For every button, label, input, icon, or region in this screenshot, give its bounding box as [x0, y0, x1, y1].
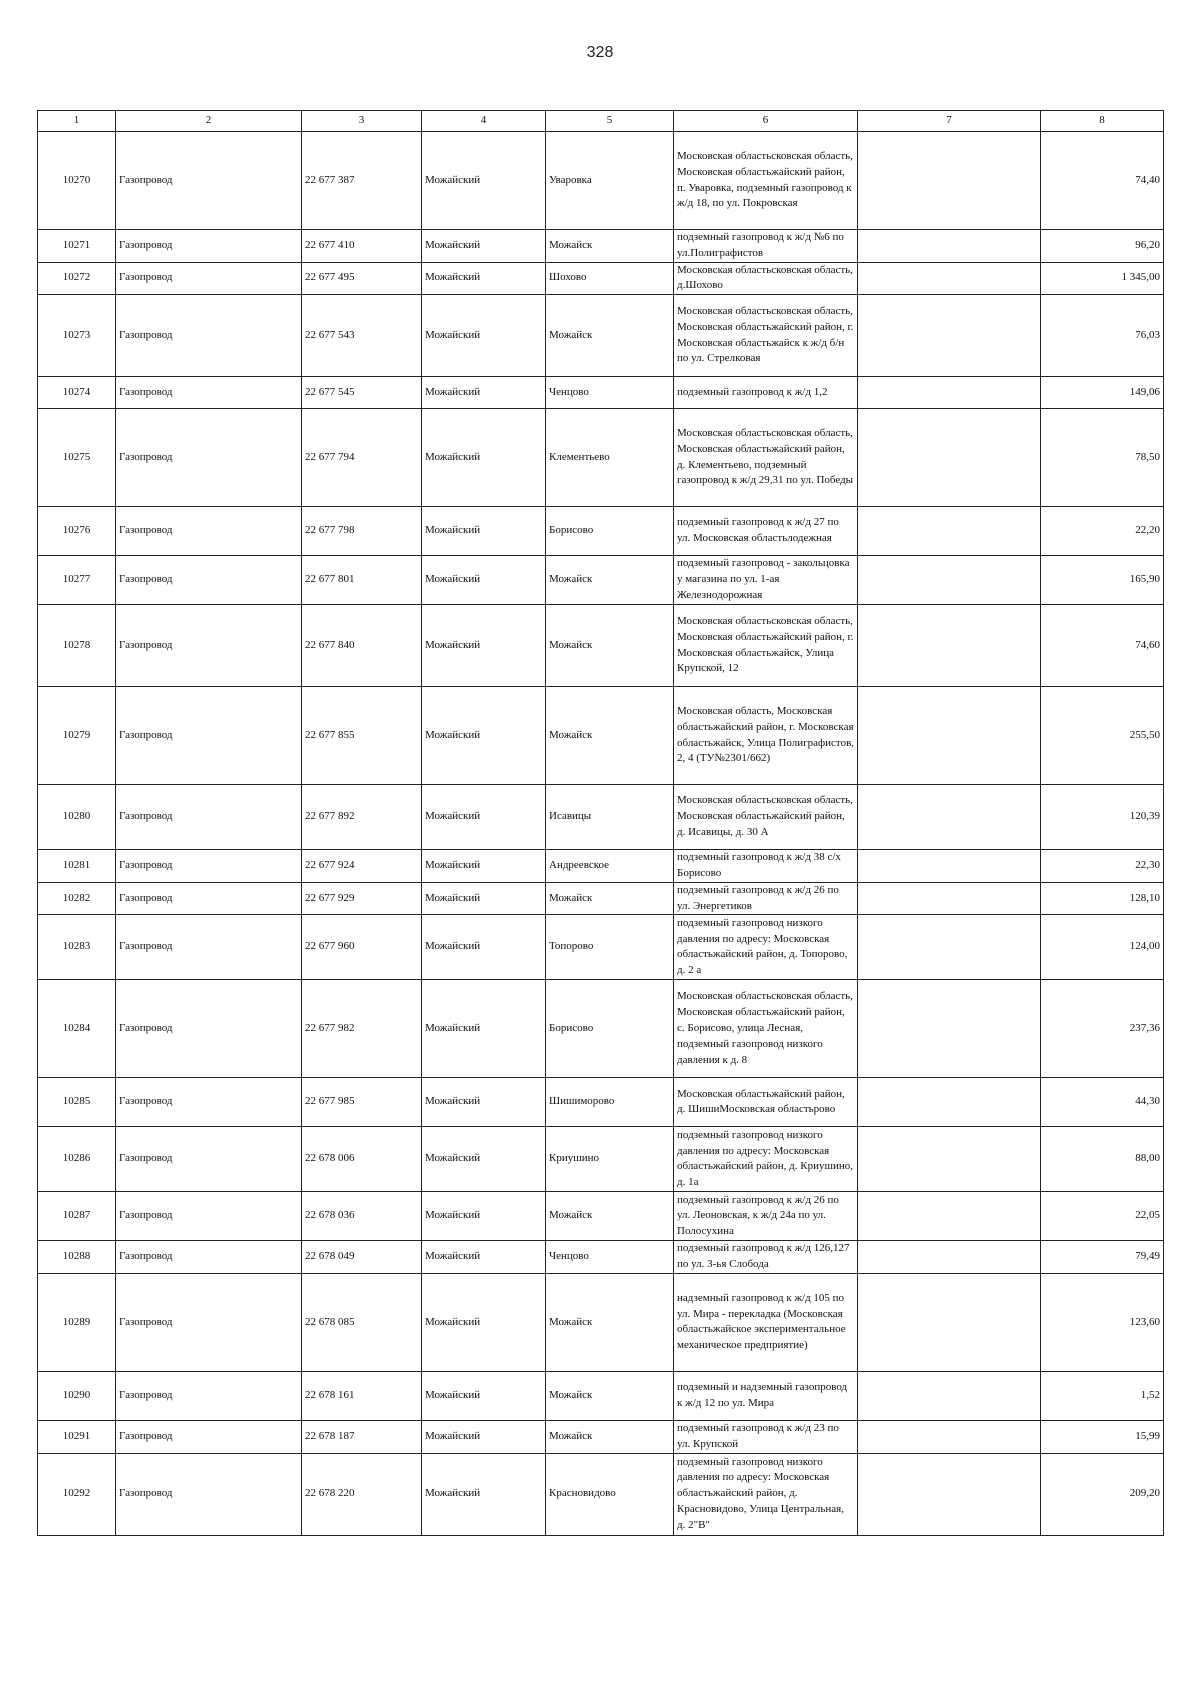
object-address: подземный газопровод - закольцовка у магазина по ул. 1-ая Железнодорожная — [674, 556, 858, 605]
empty-cell — [858, 850, 1041, 883]
table-row — [38, 507, 1164, 556]
object-value: 1,52 — [1041, 1371, 1164, 1420]
district-name: Можайский — [422, 1241, 546, 1274]
locality-name: Борисово — [546, 507, 674, 556]
row-number: 10285 — [38, 1078, 116, 1127]
district-name: Можайский — [422, 262, 546, 295]
object-address: Московская областьсковская область, Московская областьжайский район, г. Московская областьжайск, Улица Крупской, 12 — [674, 605, 858, 687]
object-value: 128,10 — [1041, 882, 1164, 915]
row-number: 10271 — [38, 230, 116, 263]
object-type: Газопровод — [116, 1273, 302, 1371]
row-number: 10279 — [38, 687, 116, 785]
district-name: Можайский — [422, 1078, 546, 1127]
registry-table — [37, 110, 1164, 1536]
row-number: 10276 — [38, 507, 116, 556]
table-row — [38, 785, 1164, 850]
column-header: 3 — [302, 111, 422, 132]
district-name: Можайский — [422, 1371, 546, 1420]
table-row — [38, 915, 1164, 980]
row-number: 10281 — [38, 850, 116, 883]
district-name: Можайский — [422, 230, 546, 263]
object-address: подземный газопровод к ж/д 23 по ул. Крупской — [674, 1420, 858, 1453]
empty-cell — [858, 687, 1041, 785]
object-type: Газопровод — [116, 850, 302, 883]
object-type: Газопровод — [116, 1241, 302, 1274]
table-row — [38, 605, 1164, 687]
locality-name: Клементьево — [546, 409, 674, 507]
object-address: подземный газопровод к ж/д 126,127 по ул. 3-ья Слобода — [674, 1241, 858, 1274]
empty-cell — [858, 295, 1041, 377]
object-type: Газопровод — [116, 687, 302, 785]
object-type: Газопровод — [116, 785, 302, 850]
object-type: Газопровод — [116, 556, 302, 605]
empty-cell — [858, 507, 1041, 556]
object-value: 44,30 — [1041, 1078, 1164, 1127]
locality-name: Андреевское — [546, 850, 674, 883]
column-header: 1 — [38, 111, 116, 132]
object-code: 22 678 049 — [302, 1241, 422, 1274]
locality-name: Топорово — [546, 915, 674, 980]
object-type: Газопровод — [116, 915, 302, 980]
object-value: 22,30 — [1041, 850, 1164, 883]
empty-cell — [858, 132, 1041, 230]
district-name: Можайский — [422, 295, 546, 377]
object-code: 22 677 982 — [302, 980, 422, 1078]
row-number: 10273 — [38, 295, 116, 377]
object-value: 74,40 — [1041, 132, 1164, 230]
district-name: Можайский — [422, 882, 546, 915]
empty-cell — [858, 409, 1041, 507]
empty-cell — [858, 230, 1041, 263]
table-row — [38, 980, 1164, 1078]
object-type: Газопровод — [116, 1192, 302, 1241]
object-value: 74,60 — [1041, 605, 1164, 687]
locality-name: Борисово — [546, 980, 674, 1078]
object-value: 1 345,00 — [1041, 262, 1164, 295]
object-value: 209,20 — [1041, 1453, 1164, 1535]
empty-cell — [858, 1241, 1041, 1274]
object-address: подземный газопровод к ж/д 1,2 — [674, 377, 858, 409]
object-type: Газопровод — [116, 1371, 302, 1420]
object-type: Газопровод — [116, 980, 302, 1078]
object-type: Газопровод — [116, 507, 302, 556]
empty-cell — [858, 1420, 1041, 1453]
object-address: Московская областьсковская область, д.Шохово — [674, 262, 858, 295]
object-code: 22 677 840 — [302, 605, 422, 687]
object-value: 78,50 — [1041, 409, 1164, 507]
page-number: 328 — [586, 44, 614, 61]
locality-name: Красновидово — [546, 1453, 674, 1535]
object-type: Газопровод — [116, 377, 302, 409]
table-row — [38, 1371, 1164, 1420]
district-name: Можайский — [422, 1453, 546, 1535]
locality-name: Можайск — [546, 1371, 674, 1420]
object-code: 22 677 495 — [302, 262, 422, 295]
object-code: 22 678 036 — [302, 1192, 422, 1241]
empty-cell — [858, 605, 1041, 687]
object-value: 22,05 — [1041, 1192, 1164, 1241]
empty-cell — [858, 1371, 1041, 1420]
district-name: Можайский — [422, 1273, 546, 1371]
object-type: Газопровод — [116, 230, 302, 263]
district-name: Можайский — [422, 409, 546, 507]
empty-cell — [858, 1127, 1041, 1192]
object-value: 15,99 — [1041, 1420, 1164, 1453]
locality-name: Ченцово — [546, 1241, 674, 1274]
empty-cell — [858, 1192, 1041, 1241]
table-row — [38, 1273, 1164, 1371]
object-type: Газопровод — [116, 882, 302, 915]
object-code: 22 678 085 — [302, 1273, 422, 1371]
object-value: 124,00 — [1041, 915, 1164, 980]
object-address: подземный газопровод к ж/д 26 по ул. Энергетиков — [674, 882, 858, 915]
object-value: 255,50 — [1041, 687, 1164, 785]
empty-cell — [858, 882, 1041, 915]
row-number: 10290 — [38, 1371, 116, 1420]
table-row — [38, 882, 1164, 915]
district-name: Можайский — [422, 1127, 546, 1192]
column-header: 8 — [1041, 111, 1164, 132]
object-type: Газопровод — [116, 1078, 302, 1127]
row-number: 10288 — [38, 1241, 116, 1274]
empty-cell — [858, 1078, 1041, 1127]
row-number: 10275 — [38, 409, 116, 507]
object-value: 123,60 — [1041, 1273, 1164, 1371]
object-type: Газопровод — [116, 605, 302, 687]
empty-cell — [858, 785, 1041, 850]
object-code: 22 677 924 — [302, 850, 422, 883]
object-code: 22 677 545 — [302, 377, 422, 409]
object-address: подземный газопровод к ж/д 26 по ул. Леоновская, к ж/д 24а по ул. Полосухина — [674, 1192, 858, 1241]
object-address: Московская областьсковская область, Московская областьжайский район, г. Московская областьжайск к ж/д б/н по ул. Стрелковая — [674, 295, 858, 377]
object-value: 165,90 — [1041, 556, 1164, 605]
district-name: Можайский — [422, 687, 546, 785]
row-number: 10289 — [38, 1273, 116, 1371]
table-row — [38, 132, 1164, 230]
object-code: 22 678 220 — [302, 1453, 422, 1535]
object-value: 149,06 — [1041, 377, 1164, 409]
table-row — [38, 1078, 1164, 1127]
object-address: надземный газопровод к ж/д 105 по ул. Мира - перекладка (Московская областьжайское экспериментальное механическое предприятие) — [674, 1273, 858, 1371]
row-number: 10280 — [38, 785, 116, 850]
object-address: Московская область, Московская областьжайский район, г. Московская областьжайск, Улица Полиграфистов, 2, 4 (ТУ№2301/662) — [674, 687, 858, 785]
locality-name: Можайск — [546, 556, 674, 605]
locality-name: Исавицы — [546, 785, 674, 850]
table-row — [38, 1420, 1164, 1453]
district-name: Можайский — [422, 1192, 546, 1241]
table-row — [38, 262, 1164, 295]
empty-cell — [858, 377, 1041, 409]
object-address: подземный газопровод к ж/д 38 с/х Борисово — [674, 850, 858, 883]
object-value: 120,39 — [1041, 785, 1164, 850]
empty-cell — [858, 915, 1041, 980]
locality-name: Шохово — [546, 262, 674, 295]
locality-name: Можайск — [546, 687, 674, 785]
object-type: Газопровод — [116, 409, 302, 507]
table-body — [38, 132, 1164, 1536]
row-number: 10277 — [38, 556, 116, 605]
locality-name: Можайск — [546, 1273, 674, 1371]
locality-name: Криушино — [546, 1127, 674, 1192]
locality-name: Можайск — [546, 1192, 674, 1241]
object-type: Газопровод — [116, 1127, 302, 1192]
object-code: 22 677 410 — [302, 230, 422, 263]
table-row — [38, 850, 1164, 883]
locality-name: Ченцово — [546, 377, 674, 409]
object-type: Газопровод — [116, 132, 302, 230]
object-code: 22 677 794 — [302, 409, 422, 507]
empty-cell — [858, 262, 1041, 295]
object-code: 22 677 801 — [302, 556, 422, 605]
object-code: 22 677 985 — [302, 1078, 422, 1127]
row-number: 10284 — [38, 980, 116, 1078]
table-row — [38, 687, 1164, 785]
column-header: 5 — [546, 111, 674, 132]
object-code: 22 677 543 — [302, 295, 422, 377]
object-value: 88,00 — [1041, 1127, 1164, 1192]
object-address: подземный газопровод низкого давления по адресу: Московская областьжайский район, д. Криушино, д. 1а — [674, 1127, 858, 1192]
locality-name: Уваровка — [546, 132, 674, 230]
table-row — [38, 1453, 1164, 1535]
table-row — [38, 230, 1164, 263]
row-number: 10292 — [38, 1453, 116, 1535]
district-name: Можайский — [422, 850, 546, 883]
object-address: Московская областьсковская область, Московская областьжайский район, д. Клементьево, подземный газопровод к ж/д 29,31 по ул. Победы — [674, 409, 858, 507]
object-code: 22 678 187 — [302, 1420, 422, 1453]
object-code: 22 677 960 — [302, 915, 422, 980]
table-row — [38, 1241, 1164, 1274]
object-type: Газопровод — [116, 262, 302, 295]
table-row — [38, 1192, 1164, 1241]
object-code: 22 677 855 — [302, 687, 422, 785]
row-number: 10291 — [38, 1420, 116, 1453]
locality-name: Можайск — [546, 230, 674, 263]
object-address: подземный газопровод к ж/д 27 по ул. Московская областьлодежная — [674, 507, 858, 556]
object-address: подземный газопровод к ж/д №6 по ул.Полиграфистов — [674, 230, 858, 263]
row-number: 10286 — [38, 1127, 116, 1192]
table-row — [38, 409, 1164, 507]
object-type: Газопровод — [116, 295, 302, 377]
object-code: 22 678 161 — [302, 1371, 422, 1420]
object-address: подземный газопровод низкого давления по адресу: Московская областьжайский район, д. Топорово, д. 2 а — [674, 915, 858, 980]
empty-cell — [858, 556, 1041, 605]
table-row — [38, 295, 1164, 377]
row-number: 10274 — [38, 377, 116, 409]
column-header: 4 — [422, 111, 546, 132]
district-name: Можайский — [422, 785, 546, 850]
district-name: Можайский — [422, 980, 546, 1078]
empty-cell — [858, 1273, 1041, 1371]
empty-cell — [858, 980, 1041, 1078]
row-number: 10278 — [38, 605, 116, 687]
column-header: 6 — [674, 111, 858, 132]
object-value: 237,36 — [1041, 980, 1164, 1078]
row-number: 10272 — [38, 262, 116, 295]
row-number: 10283 — [38, 915, 116, 980]
district-name: Можайский — [422, 132, 546, 230]
object-value: 96,20 — [1041, 230, 1164, 263]
district-name: Можайский — [422, 507, 546, 556]
empty-cell — [858, 1453, 1041, 1535]
locality-name: Можайск — [546, 882, 674, 915]
locality-name: Можайск — [546, 1420, 674, 1453]
header-row — [38, 111, 1164, 132]
object-code: 22 678 006 — [302, 1127, 422, 1192]
object-code: 22 677 892 — [302, 785, 422, 850]
object-type: Газопровод — [116, 1420, 302, 1453]
table-row — [38, 556, 1164, 605]
row-number: 10282 — [38, 882, 116, 915]
object-address: Московская областьсковская область, Московская областьжайский район, с. Борисово, улица Лесная, подземный газопровод низкого давления к д. 8 — [674, 980, 858, 1078]
district-name: Можайский — [422, 1420, 546, 1453]
object-value: 79,49 — [1041, 1241, 1164, 1274]
column-header: 7 — [858, 111, 1041, 132]
object-type: Газопровод — [116, 1453, 302, 1535]
district-name: Можайский — [422, 915, 546, 980]
locality-name: Шишиморово — [546, 1078, 674, 1127]
object-code: 22 677 929 — [302, 882, 422, 915]
locality-name: Можайск — [546, 295, 674, 377]
object-value: 22,20 — [1041, 507, 1164, 556]
table-row — [38, 1127, 1164, 1192]
row-number: 10270 — [38, 132, 116, 230]
district-name: Можайский — [422, 377, 546, 409]
table-row — [38, 377, 1164, 409]
row-number: 10287 — [38, 1192, 116, 1241]
object-value: 76,03 — [1041, 295, 1164, 377]
object-address: Московская областьжайский район, д. ШишиМосковская областьрово — [674, 1078, 858, 1127]
object-address: Московская областьсковская область, Московская областьжайский район, п. Уваровка, подземный газопровод к ж/д 18, по ул. Покровская — [674, 132, 858, 230]
object-address: подземный газопровод низкого давления по адресу: Московская областьжайский район, д. Красновидово, Улица Центральная, д. 2"В" — [674, 1453, 858, 1535]
district-name: Можайский — [422, 556, 546, 605]
object-address: Московская областьсковская область, Московская областьжайский район, д. Исавицы, д. 30 А — [674, 785, 858, 850]
object-code: 22 677 798 — [302, 507, 422, 556]
object-address: подземный и надземный газопровод к ж/д 12 по ул. Мира — [674, 1371, 858, 1420]
district-name: Можайский — [422, 605, 546, 687]
column-header: 2 — [116, 111, 302, 132]
object-code: 22 677 387 — [302, 132, 422, 230]
locality-name: Можайск — [546, 605, 674, 687]
